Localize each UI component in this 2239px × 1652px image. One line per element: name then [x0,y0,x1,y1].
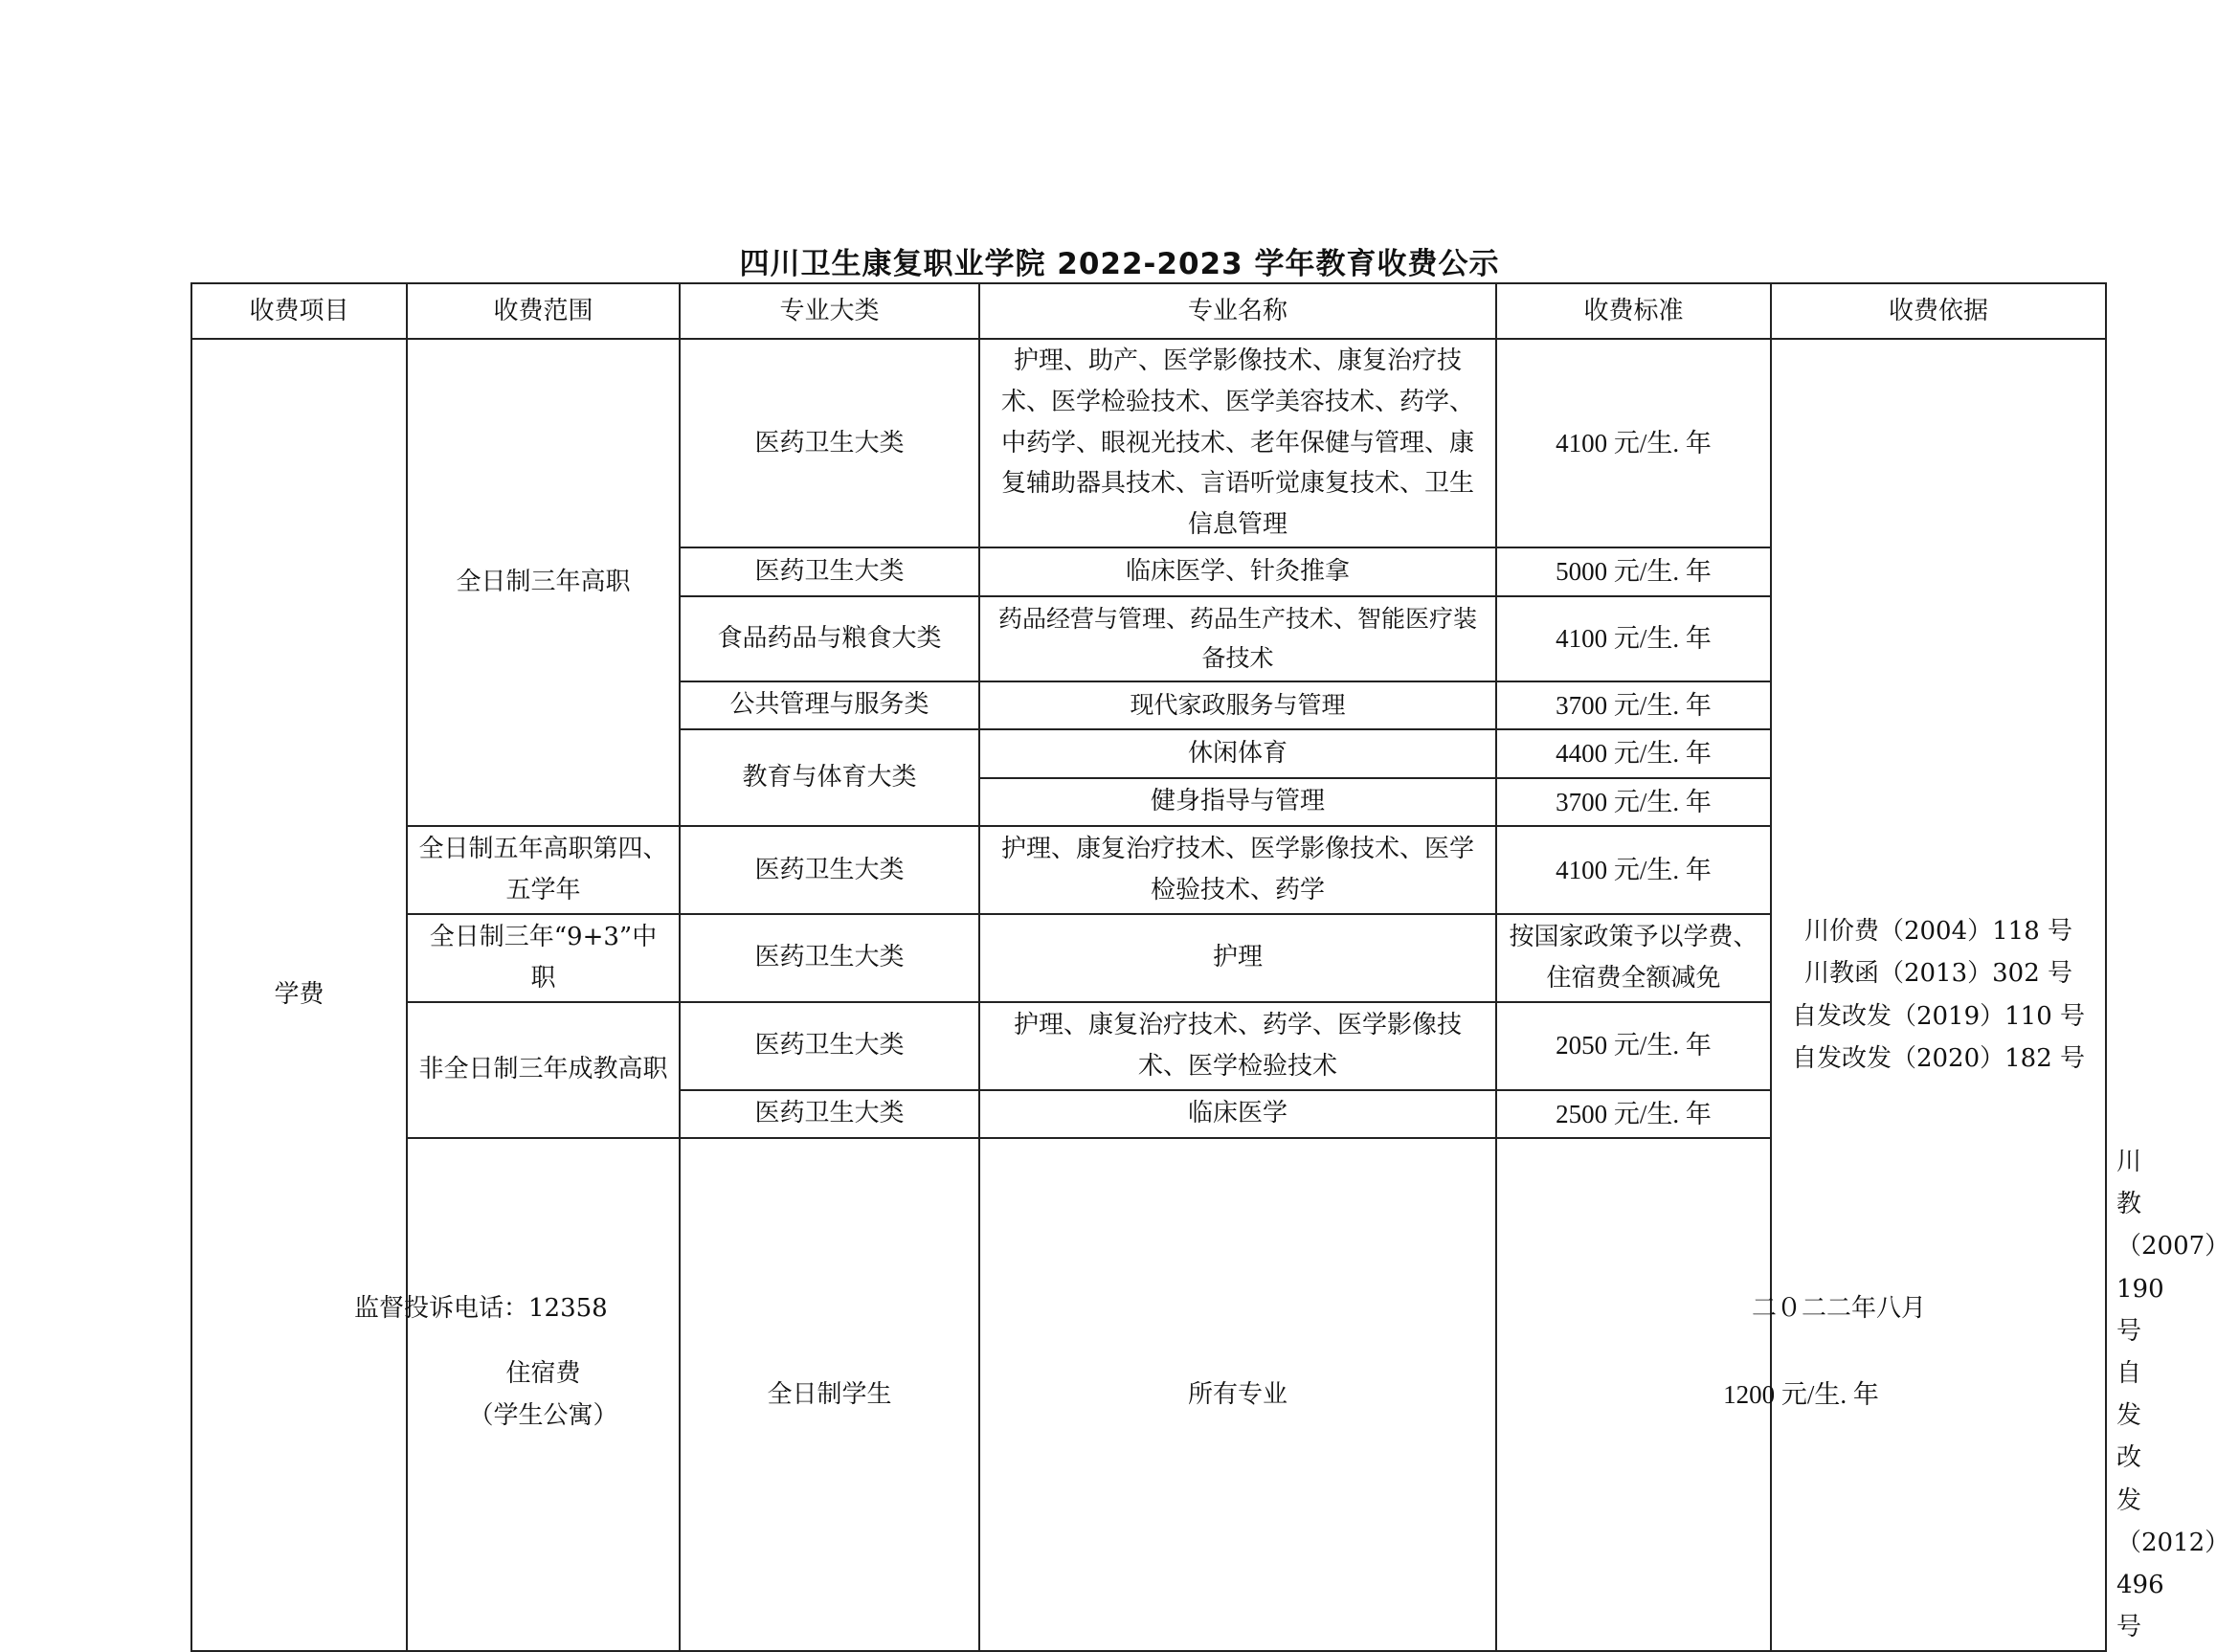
fee-standard: 3700 元/生. 年 [1496,681,1771,730]
fee-standard: 4400 元/生. 年 [1496,729,1771,778]
hotline-text: 监督投诉电话：12358 [354,1294,608,1323]
major-names: 健身指导与管理 [979,778,1496,827]
scope-adult: 非全日制三年成教高职 [407,1002,680,1138]
fee-standard: 2500 元/生. 年 [1496,1090,1771,1139]
table-row [191,339,2106,547]
header-fee-item: 收费项目 [191,283,407,339]
major-names: 休闲体育 [979,729,1496,778]
table-row: 住宿费 （学生公寓） 全日制学生 所有专业 1200 元/生. 年 川教（2007）190 号 自发改发（2012）496 号 [191,1138,2106,1651]
basis-line: 自发改发（2019）110 号 [1791,1001,2086,1031]
major-category: 医药卫生大类 [680,826,979,914]
major-category: 教育与体育大类 [680,729,979,826]
fee-item-tuition: 学费 [191,339,407,1651]
major-category: 食品药品与粮食大类 [680,596,979,681]
major-names: 护理、助产、医学影像技术、康复治疗技术、医学检验技术、医学美容技术、药学、中药学、眼视光技术、老年保健与管理、康复辅助器具技术、言语听觉康复技术、卫生信息管理 [979,339,1496,547]
fee-item-dorm [407,1138,680,1651]
scope-five-year: 全日制五年高职第四、五学年 [407,826,680,914]
major-category: 医药卫生大类 [680,547,979,596]
fee-standard: 4100 元/生. 年 [1496,596,1771,681]
header-fee-standard: 收费标准 [1496,283,1771,339]
major-category: 公共管理与服务类 [680,681,979,730]
major-names: 临床医学、针灸推拿 [979,547,1496,596]
major-names: 现代家政服务与管理 [979,681,1496,730]
fee-table [190,282,2230,1652]
fee-standard: 4100 元/生. 年 [1496,826,1771,914]
major-names: 护理、康复治疗技术、医学影像技术、医学检验技术、药学 [979,826,1496,914]
scope-dorm: 全日制学生 [680,1138,979,1651]
header-fee-scope: 收费范围 [407,283,680,339]
basis-line: 川价费（2004）118 号 [1803,917,2073,947]
dorm-item-line2: （学生公寓） [468,1401,618,1431]
basis-line: 川教函（2013）302 号 [1803,959,2073,989]
scope-nine-three: 全日制三年“9+3”中职 [407,914,680,1002]
major-category: 医药卫生大类 [680,1090,979,1139]
scope-three-year: 全日制三年高职 [407,339,680,826]
major-names: 临床医学 [979,1090,1496,1139]
fee-standard: 1200 元/生. 年 [1496,1138,2106,1651]
major-names: 护理、康复治疗技术、药学、医学影像技术、医学检验技术 [979,1002,1496,1090]
major-category: 所有专业 [979,1138,1496,1651]
major-names: 护理 [979,914,1496,1002]
major-category: 医药卫生大类 [680,1002,979,1090]
basis-line: 自发改发（2020）182 号 [1791,1043,2086,1073]
header-fee-basis: 收费依据 [1771,283,2106,339]
fee-standard: 4100 元/生. 年 [1496,339,1771,547]
fee-standard: 2050 元/生. 年 [1496,1002,1771,1090]
major-names: 药品经营与管理、药品生产技术、智能医疗装备技术 [979,596,1496,681]
page-title: 四川卫生康复职业学院 2022-2023 学年教育收费公示 [739,247,1500,281]
header-major-name: 专业名称 [979,283,1496,339]
fee-standard: 5000 元/生. 年 [1496,547,1771,596]
header-row [191,283,2106,339]
date-text: 二０二二年八月 [1752,1294,1927,1323]
fee-standard: 按国家政策予以学费、住宿费全额减免 [1496,914,1771,1002]
fee-standard: 3700 元/生. 年 [1496,778,1771,827]
dorm-item-line1: 住宿费 [505,1359,581,1389]
header-major-category: 专业大类 [680,283,979,339]
major-category: 医药卫生大类 [680,339,979,547]
major-category: 医药卫生大类 [680,914,979,1002]
